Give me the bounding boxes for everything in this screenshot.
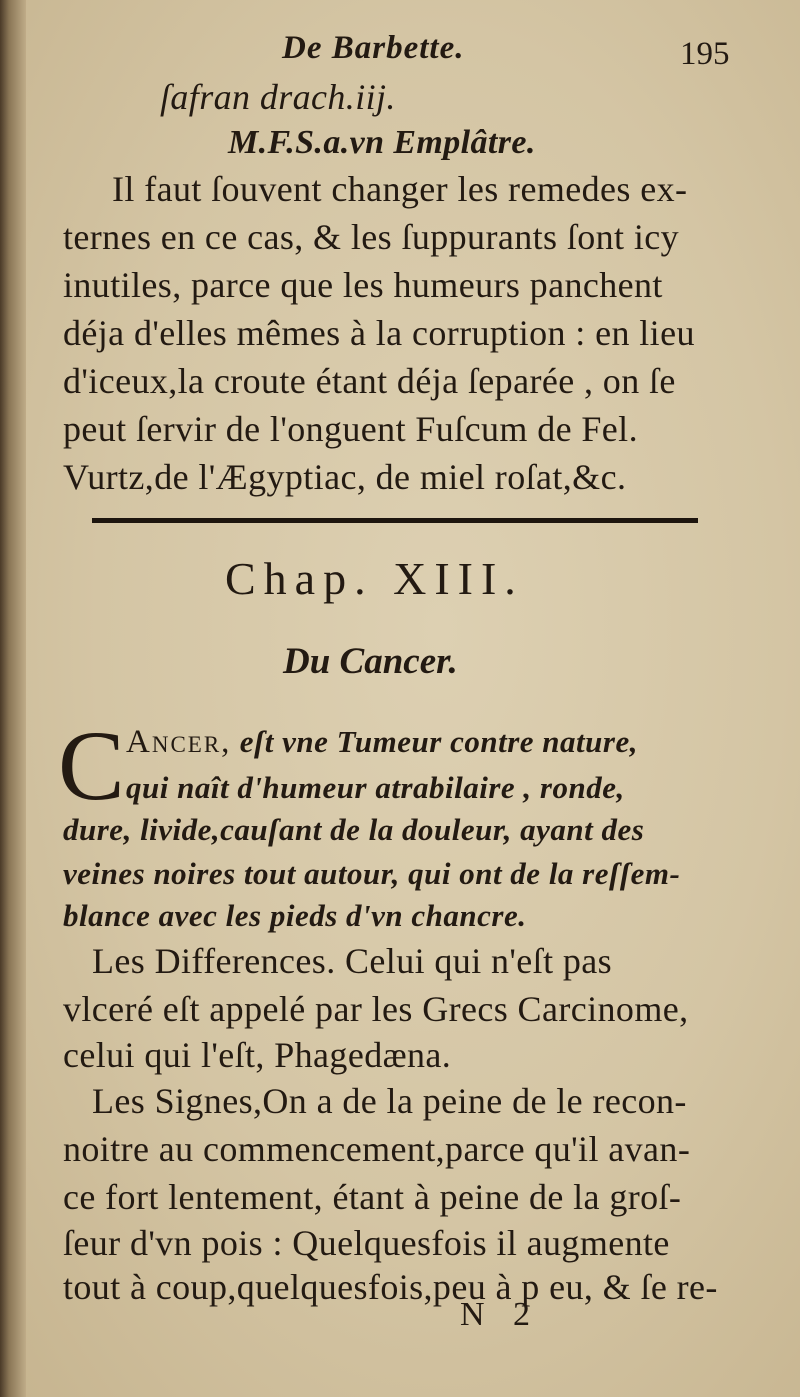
definition-line-2: qui naît d'humeur atrabilaire , ronde, — [126, 770, 625, 805]
paragraph-line: peut ſervir de l'onguent Fuſcum de Fel. — [63, 409, 638, 449]
definition-line-4: veines noires tout autour, qui ont de la reſſem- — [63, 856, 681, 891]
paragraph-line: d'iceux,la croute étant déja ſeparée , on ſe — [63, 361, 676, 401]
differences-line: vlceré eſt appelé par les Grecs Carcinome, — [63, 989, 689, 1029]
signes-line: tout à coup,quelquesfois,peu à p eu, & ſe re- — [63, 1267, 718, 1307]
paragraph-line: Vurtz,de l'Ægyptiac, de miel roſat,&c. — [63, 457, 627, 497]
page-gutter-shadow — [0, 0, 26, 1397]
drop-capital: C — [58, 710, 125, 821]
paragraph-line: ternes en ce cas, & les ſuppurants ſont icy — [63, 217, 680, 257]
signature-mark: N 2 — [460, 1296, 541, 1333]
chapter-title: Du Cancer. — [283, 641, 458, 682]
section-rule — [92, 518, 698, 523]
definition-line-3: dure, livide,cauſant de la douleur, ayant des — [63, 812, 645, 847]
differences-line: celui qui l'eſt, Phagedæna. — [63, 1035, 452, 1075]
paragraph-line: Il faut ſouvent changer les remedes ex- — [112, 169, 688, 209]
signes-line: noitre au commencement,parce qu'il avan- — [63, 1129, 691, 1169]
differences-line: Les Differences. Celui qui n'eſt pas — [92, 941, 613, 981]
definition-text: eſt vne Tumeur contre nature, — [239, 724, 638, 759]
definition-term: Ancer, — [126, 724, 232, 760]
definition-line-1 — [126, 724, 638, 761]
signes-line: Les Signes,On a de la peine de le recon- — [92, 1081, 687, 1121]
recipe-line-2: M.F.S.a.vn Emplâtre. — [228, 124, 536, 161]
signes-line: ſeur d'vn pois : Quelquesfois il augmente — [63, 1223, 670, 1263]
recipe-line-1: ſafran drach.iij. — [160, 77, 396, 117]
running-head: De Barbette. — [282, 30, 465, 66]
paragraph-line: inutiles, parce que les humeurs panchent — [63, 265, 663, 305]
paragraph-line: déja d'elles mêmes à la corruption : en lieu — [63, 313, 695, 353]
definition-line-5: blance avec les pieds d'vn chancre. — [63, 898, 527, 933]
chapter-heading: Chap. XIII. — [225, 553, 524, 604]
page-number: 195 — [680, 36, 730, 72]
signes-line: ce fort lentement, étant à peine de la groſ- — [63, 1177, 682, 1217]
